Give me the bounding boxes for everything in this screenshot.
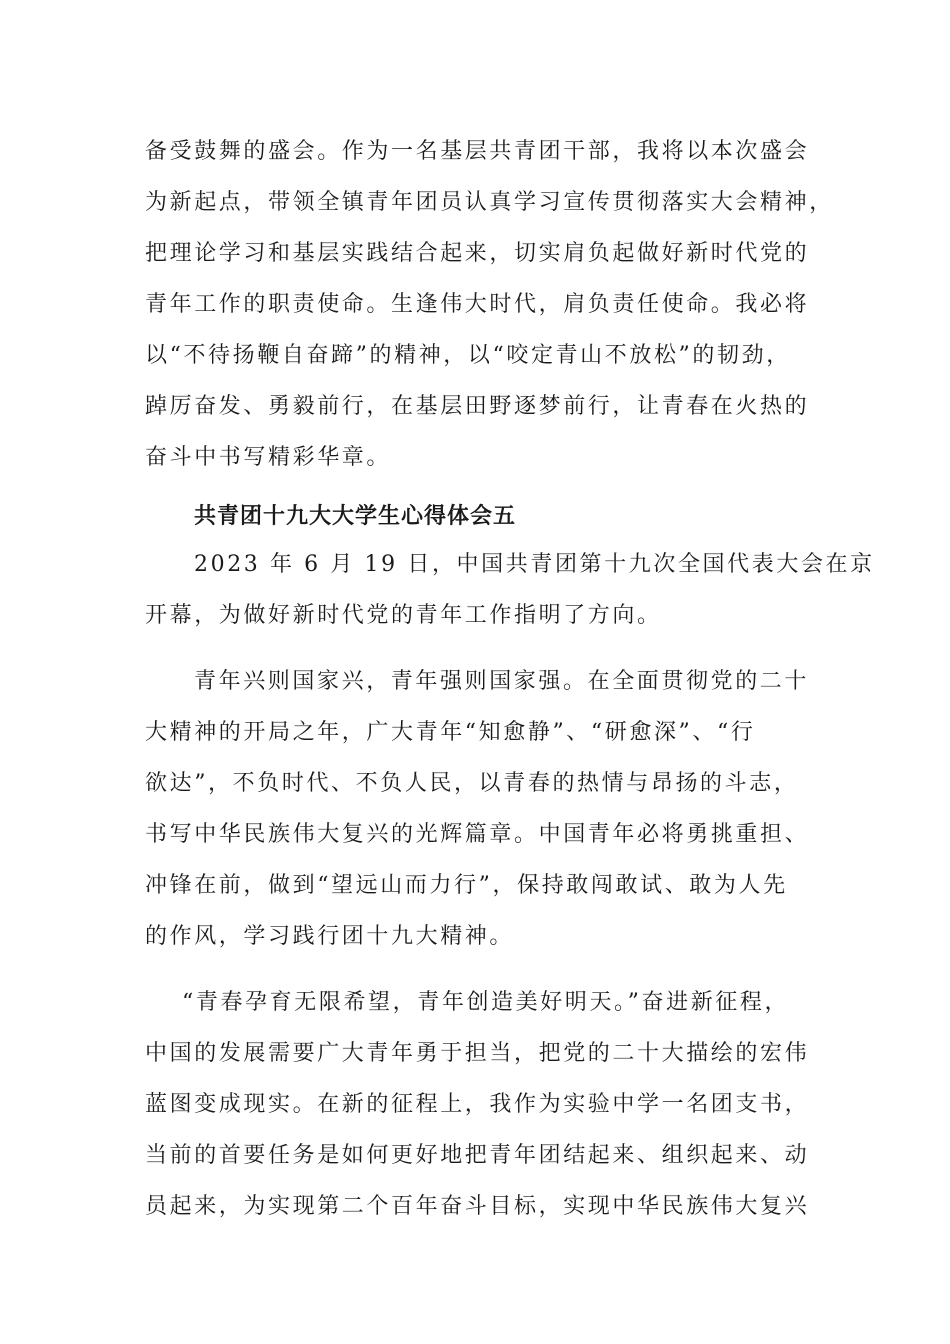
text-line: 员起来，为实现第二个百年奋斗目标，实现中华民族伟大复兴 — [145, 1194, 810, 1219]
text-line: 以“不待扬鞭自奋蹄”的精神，以“咬定青山不放松”的韧劲， — [145, 343, 791, 368]
section-heading: 共青团十九大大学生心得体会五 — [194, 504, 517, 529]
text-line: 备受鼓舞的盛会。作为一名基层共青团干部，我将以本次盛会 — [145, 139, 810, 164]
text-line: 青年兴则国家兴，青年强则国家强。在全面贯彻党的二十 — [194, 669, 810, 694]
text-line: 欲达”，不负时代、不负人民，以青春的热情与昂扬的斗志， — [145, 771, 799, 796]
text-line: 蓝图变成现实。在新的征程上，我作为实验中学一名团支书， — [145, 1092, 810, 1117]
text-line: 书写中华民族伟大复兴的光辉篇章。中国青年必将勇挑重担、 — [145, 822, 810, 847]
text-line: 冲锋在前，做到“望远山而力行”，保持敢闯敢试、敢为人先 — [145, 873, 788, 898]
text-line: 奋斗中书写精彩华章。 — [145, 445, 392, 470]
text-line: 为新起点，带领全镇青年团员认真学习宣传贯彻落实大会精神， — [145, 190, 834, 215]
text-line: 大精神的开局之年，广大青年“知愈静”、“研愈深”、“行 — [145, 720, 756, 745]
text-line: 把理论学习和基层实践结合起来，切实肩负起做好新时代党的 — [145, 241, 810, 266]
text-line: 踔厉奋发、勇毅前行，在基层田野逐梦前行，让青春在火热的 — [145, 394, 810, 419]
text-line: 青年工作的职责使命。生逢伟大时代，肩负责任使命。我必将 — [145, 292, 810, 317]
text-line: 中国的发展需要广大青年勇于担当，把党的二十大描绘的宏伟 — [145, 1041, 810, 1066]
text-line: 的作风，学习践行团十九大精神。 — [145, 924, 515, 949]
text-line: “青春孕育无限希望，青年创造美好明天。”奋进新征程， — [182, 990, 790, 1015]
text-line: 2023 年 6 月 19 日，中国共青团第十九次全国代表大会在京 — [194, 552, 875, 577]
text-line: 当前的首要任务是如何更好地把青年团结起来、组织起来、动 — [145, 1143, 810, 1168]
text-line: 开幕，为做好新时代党的青年工作指明了方向。 — [145, 603, 662, 628]
